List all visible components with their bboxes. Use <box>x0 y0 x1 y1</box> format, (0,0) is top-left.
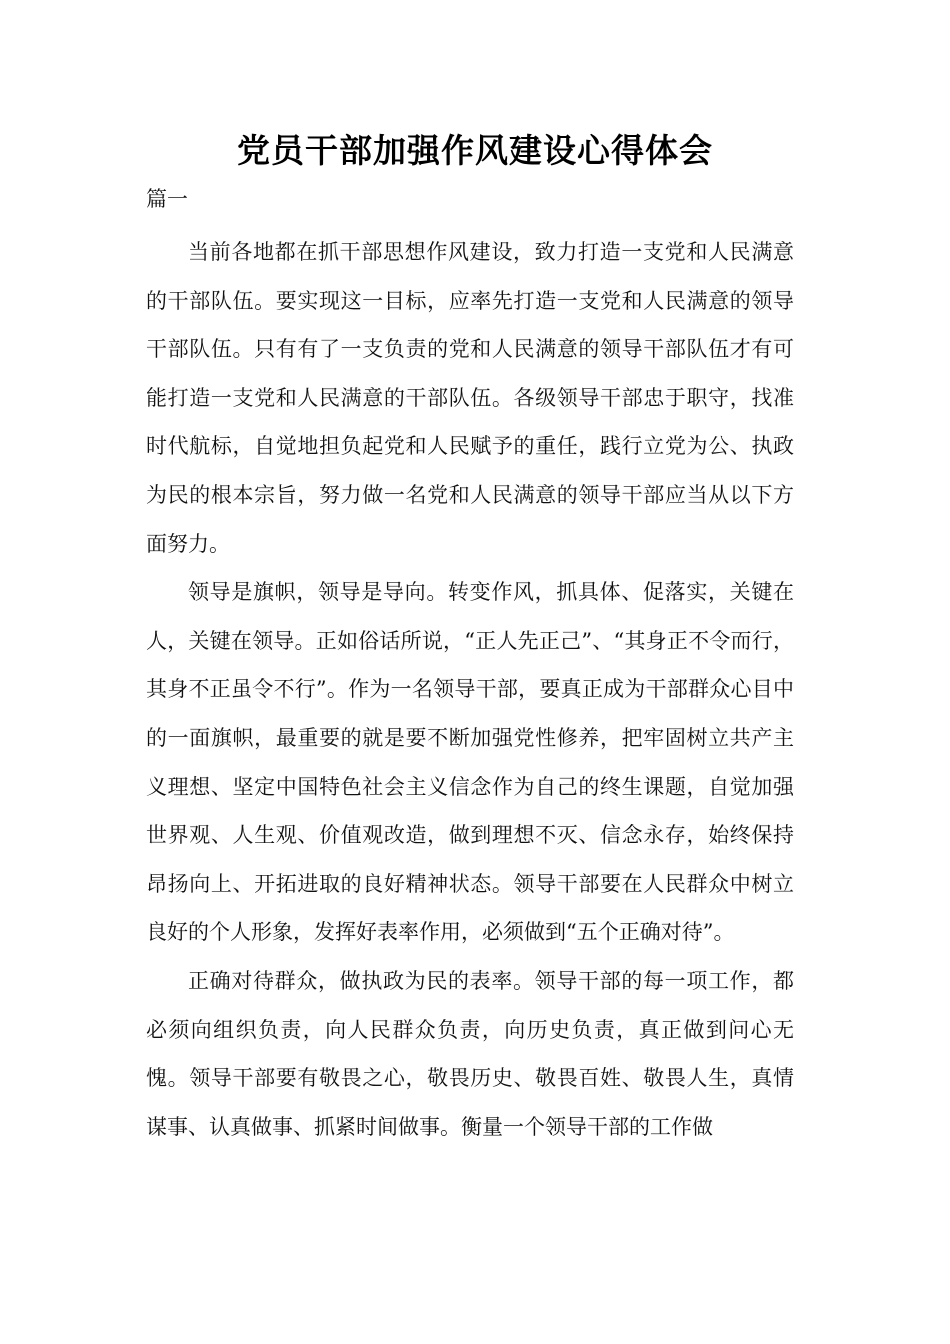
document-body <box>146 228 794 1151</box>
document-title: 党员干部加强作风建设心得体会 <box>237 131 713 170</box>
paragraph: 领导是旗帜，领导是导向。转变作风，抓具体、促落实，关键在人，关键在领导。正如俗话所说，“正人先正己”、“其身正不令而行，其身不正虽令不行”。作为一名领导干部，要真正成为干部群众心目中的一面旗帜，最重要的就是要不断加强党性修养，把牢固树立共产主义理想、坚定中国特色社会主义信念作为自己的终生课题，自觉加强世界观、人生观、价值观改造，做到理想不灭、信念永存，始终保持昂扬向上、开拓进取的良好精神状态。领导干部要在人民群众中树立良好的个人形象，发挥好表率作用，必须做到“五个正确对待”。 <box>146 580 794 945</box>
paragraph: 当前各地都在抓干部思想作风建设，致力打造一支党和人民满意的干部队伍。要实现这一目标，应率先打造一支党和人民满意的领导干部队伍。只有有了一支负责的党和人民满意的领导干部队伍才有可能打造一支党和人民满意的干部队伍。各级领导干部忠于职守，找准时代航标，自觉地担负起党和人民赋予的重任，践行立党为公、执政为民的根本宗旨，努力做一名党和人民满意的领导干部应当从以下方面努力。 <box>146 240 794 556</box>
section-label: 篇一 <box>146 187 188 211</box>
paragraph: 正确对待群众，做执政为民的表率。领导干部的每一项工作，都必须向组织负责，向人民群众负责，向历史负责，真正做到问心无愧。领导干部要有敬畏之心，敬畏历史、敬畏百姓、敬畏人生，真情谋事、认真做事、抓紧时间做事。衡量一个领导干部的工作做 <box>146 968 794 1139</box>
